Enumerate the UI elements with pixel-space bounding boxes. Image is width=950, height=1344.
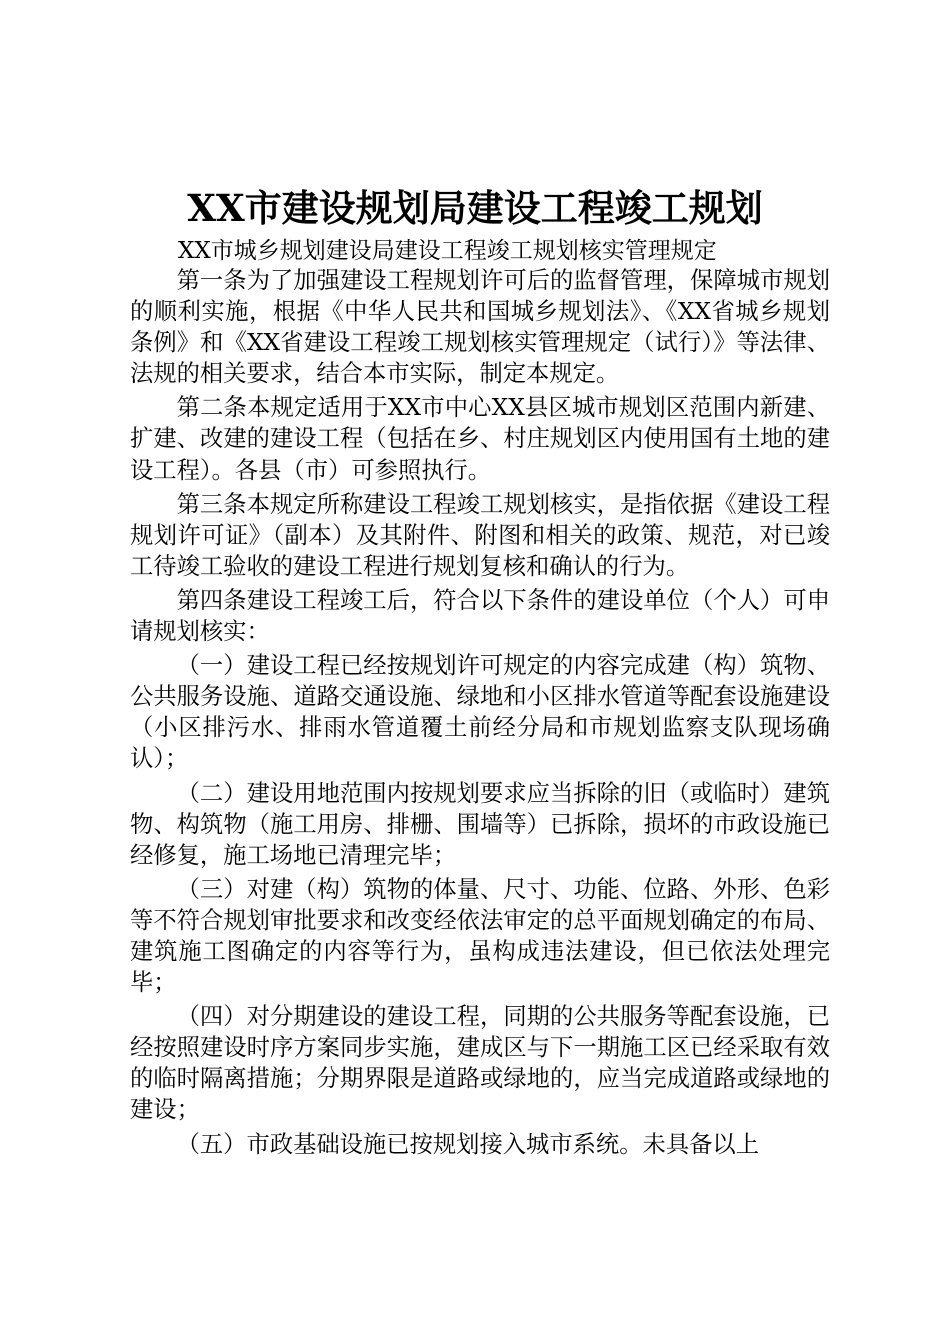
condition-2-paragraph: （二）建设用地范围内按规划要求应当拆除的旧（或临时）建筑物、构筑物（施工用房、排栅、围墙等）已拆除，损坏的市政设施已经修复，施工场地已清理完毕； <box>130 779 830 869</box>
condition-3-paragraph: （三）对建（构）筑物的体量、尺寸、功能、位路、外形、色彩等不符合规划审批要求和改变经依法审定的总平面规划确定的布局、建筑施工图确定的内容等行为，虽构成违法建设，但已依法处理完毕； <box>130 875 830 997</box>
document-subtitle: XX市城乡规划建设局建设工程竣工规划核实管理规定 <box>178 238 717 264</box>
document-body <box>130 265 830 1160</box>
condition-4-paragraph: （四）对分期建设的建设工程，同期的公共服务等配套设施，已经按照建设时序方案同步实施，建成区与下一期施工区已经采取有效的临时隔离措施；分期界限是道路或绿地的，应当完成道路或绿地的建设； <box>130 1003 830 1124</box>
article-4-paragraph: 第四条建设工程竣工后，符合以下条件的建设单位（个人）可申请规划核实： <box>130 586 830 646</box>
article-1-paragraph: 第一条为了加强建设工程规划许可后的监督管理，保障城市规划的顺利实施，根据《中华人民共和国城乡规划法》、《XX省城乡规划条例》和《XX省建设工程竣工规划核实管理规定（试行）》等法律、法规的相关要求，结合本市实际，制定本规定。 <box>130 267 830 388</box>
article-3-paragraph: 第三条本规定所称建设工程竣工规划核实，是指依据《建设工程规划许可证》（副本）及其附件、附图和相关的政策、规范，对已竣工待竣工验收的建设工程进行规划复核和确认的行为。 <box>130 490 830 580</box>
document-title: XX市建设规划局建设工程竣工规划 <box>187 186 763 230</box>
condition-1-paragraph: （一）建设工程已经按规划许可规定的内容完成建（构）筑物、公共服务设施、道路交通设施、绿地和小区排水管道等配套设施建设（小区排污水、排雨水管道覆土前经分局和市规划监察支队现场确认）； <box>130 652 830 773</box>
condition-5-paragraph: （五）市政基础设施已按规划接入城市系统。未具备以上 <box>176 1130 760 1158</box>
article-2-paragraph: 第二条本规定适用于XX市中心XX县区城市规划区范围内新建、扩建、改建的建设工程（包括在乡、村庄规划区内使用国有土地的建设工程）。各县（市）可参照执行。 <box>130 394 830 484</box>
